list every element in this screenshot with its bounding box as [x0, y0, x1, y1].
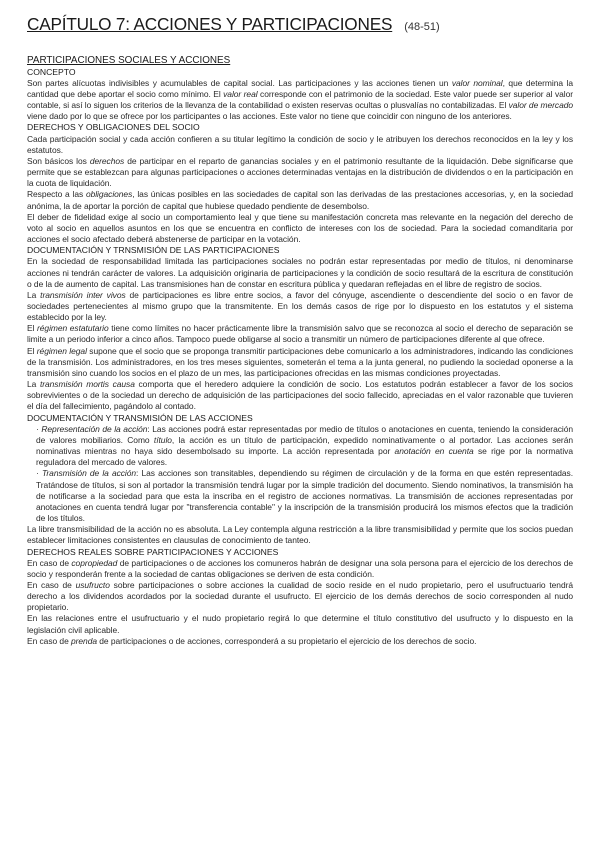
chapter-title: CAPÍTULO 7: ACCIONES Y PARTICIPACIONES — [27, 14, 393, 34]
heading-doc-acciones: DOCUMENTACIÓN Y TRANSMISIÓN DE LAS ACCIONES — [27, 412, 253, 423]
reales-paragraph-3: En las relaciones entre el usufructuario y el nudo propietario regirá lo que determine el título constitutivo del usufructo y lo dispuesto en la legislación civil aplicable. — [27, 613, 573, 635]
title-row — [27, 14, 573, 35]
reales-paragraph-1: En caso de copropiedad de participaciones o de acciones los comuneros habrán de designar una sola persona para el ejercicio de los derechos de socio y responderán frente a la sociedad de cantas obligaciones se deriven de esta condición. — [27, 557, 573, 579]
heading-doc-participaciones: DOCUMENTACIÓN Y TRNSMISIÓN DE LAS PARTICIPACIONES — [27, 245, 280, 256]
page-range: (48-51) — [404, 21, 440, 33]
section-title: PARTICIPACIONES SOCIALES Y ACCIONES — [27, 55, 231, 66]
heading-derechos: DERECHOS Y OBLIGACIONES DEL SOCIO — [27, 122, 200, 133]
doc-part-paragraph-1: En la sociedad de responsabilidad limitada las participaciones sociales no podrán estar representadas por medio de títulos, ni denominarse acciones ni tendrán carácter de valores. La adquisición originaria de participaciones y la condición de socio resultará de la escritura de constitución o de la de aumento de capital. Las transmisiones han de constar en escritura pública y quedaran reflejadas en el libre de registro de socios. — [27, 256, 573, 289]
bullet-representacion: · Representación de la acción: Las acciones podrá estar representadas por medio de títulos o anotaciones en cuenta, teniendo la consideración de valores mobiliarios. Como título, la acción es un título de participación, expedido nominativamente o al portador. Las acciones serán nominativas mientras no haya sido desembolsado su importe. La acción representada por anotación en cuenta se rige por la normativa reguladora del mercado de valores. — [36, 423, 573, 468]
heading-derechos-reales: DERECHOS REALES SOBRE PARTICIPACIONES Y ACCIONES — [27, 546, 279, 557]
derechos-paragraph-4: El deber de fidelidad exige al socio un comportamiento leal y que tiene su manifestación concreta mas relevante en la negación del derecho de voto al socio en aquellos asuntos en los que se encuentra en conflicto de intereses con los de sociedad. Para la sociedad comanditaria por acciones el socio afectado deberá abstenerse de participar en la votación. — [27, 211, 573, 245]
doc-acc-paragraph-3: La libre transmisibilidad de la acción no es absoluta. La Ley contempla alguna restricción a la libre transmisibilidad y permite que los socios puedan establecer limitaciones consistentes en clausulas de conocimiento de tanteo. — [27, 524, 573, 546]
doc-part-paragraph-4: El régimen legal supone que el socio que se proponga transmitir participaciones debe comunicarlo a los administradores, indicando las condiciones de la transmisión. Los administradores, en los tres meses siguientes, someterán el tema a la junta general, no pudiendo la sociedad oponerse a la transmisión sino cuando los socios en el plazo de un mes, las participaciones ofrecidas en las mismas condiciones proyectadas. — [27, 345, 573, 378]
doc-part-paragraph-3: El régimen estatutario tiene como límites no hacer prácticamente libre la transmisión salvo que se reconozca al socio el derecho de separación se limite a un periodo inferior a cinco años. Tampoco puede obligarse al socio a transmitir un número de participaciones diferente al que ofrece. — [27, 323, 573, 345]
reales-paragraph-2: En caso de usufructo sobre participaciones o sobre acciones la cualidad de socio reside en el nudo propietario, pero el usufructuario tendrá derecho a los dividendos acordados por la sociedad durante el usufructo. El ejercicio de los demás derechos de socio corresponden al nudo propietario. — [27, 580, 573, 613]
derechos-paragraph-1: Cada participación social y cada acción confieren a su titular legítimo la condición de socio y le atribuyen los derechos reconocidos en la ley y los estatutos. — [27, 133, 573, 155]
document-page — [27, 14, 573, 647]
derechos-paragraph-3: Respecto a las obligaciones, las únicas posibles en las sociedades de capital son las derivadas de las prestaciones accesorias, y, en la sociedad anónima, la de aportar la porción de capital que hubiese quedado pendiente de desembolso. — [27, 189, 573, 211]
concepto-paragraph: Son partes alícuotas indivisibles y acumulables de capital social. Las participaciones y las acciones tienen un valor nominal, que determina la cantidad que debe aportar el socio como mínimo. El valor real corresponde con el patrimonio de la sociedad. Este valor puede ser superior al valor contable, si así lo siguen los criterios de la llevanza de la contabilidad o existen reservas ocultas o plusvalías no contabilizadas. El valor de mercado viene dado por lo que se ofrece por los participantes o las acciones. Este valor no tiene que coincidir con ninguno de los anteriores. — [27, 77, 574, 122]
bullet-transmision: · Transmisión de la acción: Las acciones son transitables, dependiendo su régimen de circulación y de la forma en que estén representadas. Tratándose de títulos, si son al portador la transmisión tendrá lugar por la simple tradición del documento. Siendo nominativos, la transmisión ha de notificarse a la sociedad para que esta la inscriba en el registro de acciones normativas. La transmisión de acciones representadas por anotaciones en cuenta tendrá lugar por "transferencia contable" y la inscripción de la transmisión producirá los mismos efectos que la tradición de los títulos. — [36, 468, 573, 524]
heading-concepto: CONCEPTO — [27, 66, 76, 77]
derechos-paragraph-2: Son básicos los derechos de participar en el reparto de ganancias sociales y en el patrimonio resultante de la liquidación. Debe significarse que permite que se establezcan para algunas participaciones o acciones determinadas ventajas en la distribución de dividendos o en la participación en la cuota de liquidación. — [27, 155, 574, 189]
reales-paragraph-4: En caso de prenda de participaciones o de acciones, corresponderá a su propietario el ejercicio de los derechos de socio. — [27, 635, 477, 646]
doc-part-paragraph-2: La transmisión inter vivos de participaciones es libre entre socios, a favor del cónyuge, ascendiente o descendiente del socio o en favor de sociedades pertenecientes al mismo grupo que la transmitente. En los demás casos de rige por lo dispuesto en los estatutos y el sistema establecido por la ley. — [27, 289, 573, 323]
doc-part-paragraph-5: La transmisión mortis causa comporta que el heredero adquiere la condición de socio. Los estatutos podrán establecer a favor de los socios sobrevivientes o de la sociedad un derecho de adquisición de las participaciones del socio fallecido, apreciadas en el valor razonable que tuvieren el día del fallecimiento, pagándolo al contado. — [27, 379, 573, 412]
